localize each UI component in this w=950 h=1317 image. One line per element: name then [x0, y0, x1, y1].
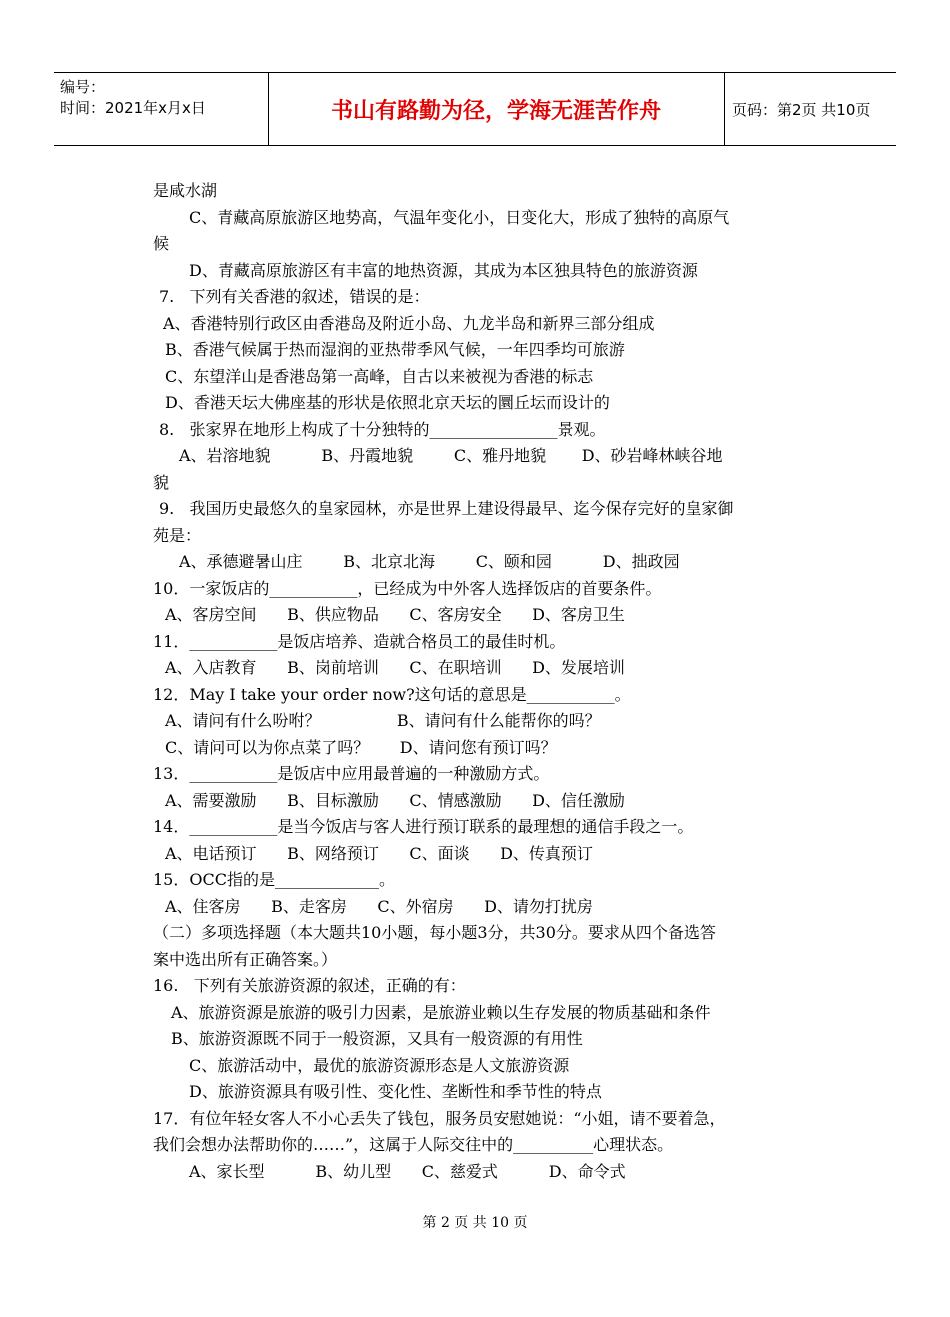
text-line-content: 13．___________是饭店中应用最普遍的一种激励方式。 [153, 764, 550, 783]
header-divider [268, 73, 269, 145]
text-line-content: C、青藏高原旅游区地势高，气温年变化小，日变化大，形成了独特的高原气 [189, 207, 730, 227]
text-line [153, 205, 803, 232]
text-line-content: 11．___________是饭店培养、造就合格员工的最佳时机。 [153, 631, 566, 651]
text-line-content: 是咸水湖 [153, 181, 218, 200]
text-line [153, 708, 803, 735]
text-line-content: 候 [153, 234, 170, 253]
serial-number-label: 编号： [60, 78, 106, 96]
text-line-content: 案中选出所有正确答案。） [153, 949, 338, 969]
header-divider [724, 73, 725, 145]
text-line-content: C、东望洋山是香港岛第一高峰，自古以来被视为香港的标志 [165, 366, 594, 386]
text-line-content: 7. 下列有关香港的叙述，错误的是： [159, 287, 430, 306]
text-line-content: D、香港天坛大佛座基的形状是依照北京天坛的圜丘坛而设计的 [165, 393, 610, 412]
text-line [153, 523, 803, 550]
text-line-content: A、入店教育 B、岗前培训 C、在职培训 D、发展培训 [165, 658, 625, 677]
text-line [153, 629, 803, 656]
text-line [153, 1159, 803, 1186]
text-line [153, 364, 803, 391]
text-line [153, 867, 803, 894]
text-line [153, 1000, 803, 1027]
text-line-content: 我们会想办法帮助你的……”，这属于人际交往中的__________心理状态。 [153, 1135, 674, 1154]
text-line [153, 231, 803, 258]
text-line [153, 761, 803, 788]
text-line [153, 947, 803, 974]
text-line [153, 1079, 803, 1106]
text-line-content: 10．一家饭店的___________，已经成为中外客人选择饭店的首要条件。 [153, 578, 662, 598]
text-line-content: 15．OCC指的是_____________。 [153, 870, 395, 889]
text-line [153, 1132, 803, 1159]
text-line-content: C、请问可以为你点菜了吗？ D、请问您有预订吗？ [165, 737, 557, 757]
header-page-info: 页码：第2页 共10页 [732, 100, 871, 119]
text-line [153, 682, 803, 709]
text-line [153, 496, 803, 523]
text-line-content: A、电话预订 B、网络预订 C、面谈 D、传真预订 [165, 843, 593, 863]
text-line [153, 311, 803, 338]
text-line [153, 549, 803, 576]
text-line-content: 9. 我国历史最悠久的皇家园林，亦是世界上建设得最早、迄今保存完好的皇家御 [159, 499, 734, 518]
text-line [153, 390, 803, 417]
page-header [54, 72, 896, 146]
text-line-content: 12．May I take your order now?这句话的意思是___________。 [153, 684, 631, 704]
text-line [153, 258, 803, 285]
text-line [153, 655, 803, 682]
text-line-content: 貌 [153, 472, 170, 492]
text-line-content: （二）多项选择题（本大题共10小题，每小题3分，共30分。要求从四个备选答 [153, 923, 716, 942]
text-line-content: A、香港特别行政区由香港岛及附近小岛、九龙半岛和新界三部分组成 [163, 313, 655, 333]
text-line-content: C、旅游活动中，最优的旅游资源形态是人文旅游资源 [189, 1055, 570, 1075]
page-footer: 第 2 页 共 10 页 [422, 1215, 528, 1231]
header-motto: 书山有路勤为径，学海无涯苦作舟 [330, 98, 661, 124]
text-line [153, 894, 803, 921]
header-info [60, 77, 268, 141]
text-line-content: 16. 下列有关旅游资源的叙述，正确的有： [153, 976, 466, 995]
text-line [153, 178, 803, 205]
text-line-content: 苑是： [153, 525, 202, 545]
text-line [153, 1026, 803, 1053]
text-line-content: 14．___________是当今饭店与客人进行预订联系的最理想的通信手段之一。 [153, 817, 694, 836]
text-line-content: A、请问有什么吩咐？ B、请问有什么能帮你的吗？ [165, 711, 601, 730]
text-line [153, 602, 803, 629]
text-line-content: A、客房空间 B、供应物品 C、客房安全 D、客房卫生 [165, 605, 625, 624]
text-line-content: A、旅游资源是旅游的吸引力因素，是旅游业赖以生存发展的物质基础和条件 [171, 1002, 711, 1022]
text-line [153, 920, 803, 947]
date-label: 时间：2021年x月x日 [60, 99, 206, 117]
text-line-content: 17．有位年轻女客人不小心丢失了钱包，服务员安慰她说：“小姐，请不要着急， [153, 1108, 726, 1128]
text-line [153, 973, 803, 1000]
text-line [153, 470, 803, 497]
text-line-content: B、香港气候属于热而湿润的亚热带季风气候，一年四季均可旅游 [165, 340, 625, 359]
text-line-content: D、旅游资源具有吸引性、变化性、垄断性和季节性的特点 [189, 1082, 602, 1101]
text-line-content: D、青藏高原旅游区有丰富的地热资源，其成为本区独具特色的旅游资源 [189, 260, 698, 280]
text-line-content: A、家长型 B、幼儿型 C、慈爱式 D、命令式 [189, 1161, 626, 1181]
document-body [153, 178, 803, 1185]
text-line [153, 576, 803, 603]
text-line [153, 841, 803, 868]
text-line [153, 735, 803, 762]
text-line [153, 284, 803, 311]
text-line-content: 8. 张家界在地形上构成了十分独特的________________景观。 [159, 419, 606, 439]
text-line [153, 443, 803, 470]
text-line-content: A、岩溶地貌 B、丹霞地貌 C、雅丹地貌 D、砂岩峰林峡谷地 [179, 446, 723, 465]
text-line [153, 1053, 803, 1080]
text-line-content: A、承德避暑山庄 B、北京北海 C、颐和园 D、拙政园 [179, 552, 680, 571]
text-line [153, 788, 803, 815]
text-line-content: A、住客房 B、走客房 C、外宿房 D、请勿打扰房 [165, 896, 593, 916]
text-line [153, 1106, 803, 1133]
text-line [153, 417, 803, 444]
text-line-content: B、旅游资源既不同于一般资源，又具有一般资源的有用性 [171, 1029, 583, 1048]
text-line [153, 337, 803, 364]
text-line [153, 814, 803, 841]
text-line-content: A、需要激励 B、目标激励 C、情感激励 D、信任激励 [165, 790, 625, 810]
